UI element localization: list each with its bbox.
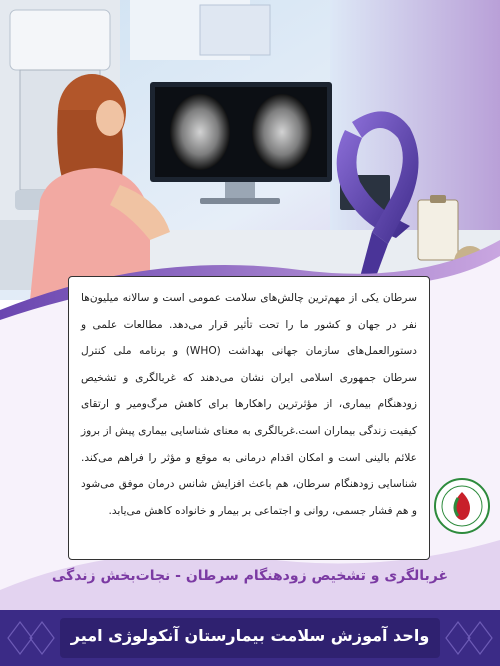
info-text-card bbox=[68, 276, 430, 560]
hospital-logo-icon bbox=[432, 474, 492, 538]
info-paragraph: سرطان یکی از مهم‌ترین چالش‌های سلامت عمومی است و سالانه میلیون‌ها نفر در جهان و کشور ما را تحت تأثیر قرار می‌دهد. مطالعات علمی و دستورالعمل‌های سازمان جهانی بهداشت (WHO) و برنامه ملی کنترل سرطان جمهوری اسلامی ایران نشان می‌دهند که غربالگری و تشخیص زودهنگام بیماری، از مؤثرترین راهکارها برای کاهش مرگ‌ومیر و ارتقای کیفیت زندگی بیماران است.غربالگری به معنای شناسایی بیماری پیش از بروز علائم بالینی است و امکان اقدام درمانی به موقع و مؤثر را فراهم می‌کند. شناسایی زودهنگام سرطان، هم باعث افزایش شانس درمان موفق می‌شود و هم فشار جسمی، روانی و اجتماعی بر بیمار و خانواده کاهش می‌یابد. bbox=[81, 292, 417, 517]
campaign-subtitle: غربالگری و تشخیص زودهنگام سرطان - نجات‌بخش زندگی bbox=[51, 568, 449, 584]
footer-title: واحد آموزش سلامت بیمارستان آنکولوژی امیر bbox=[70, 626, 430, 645]
